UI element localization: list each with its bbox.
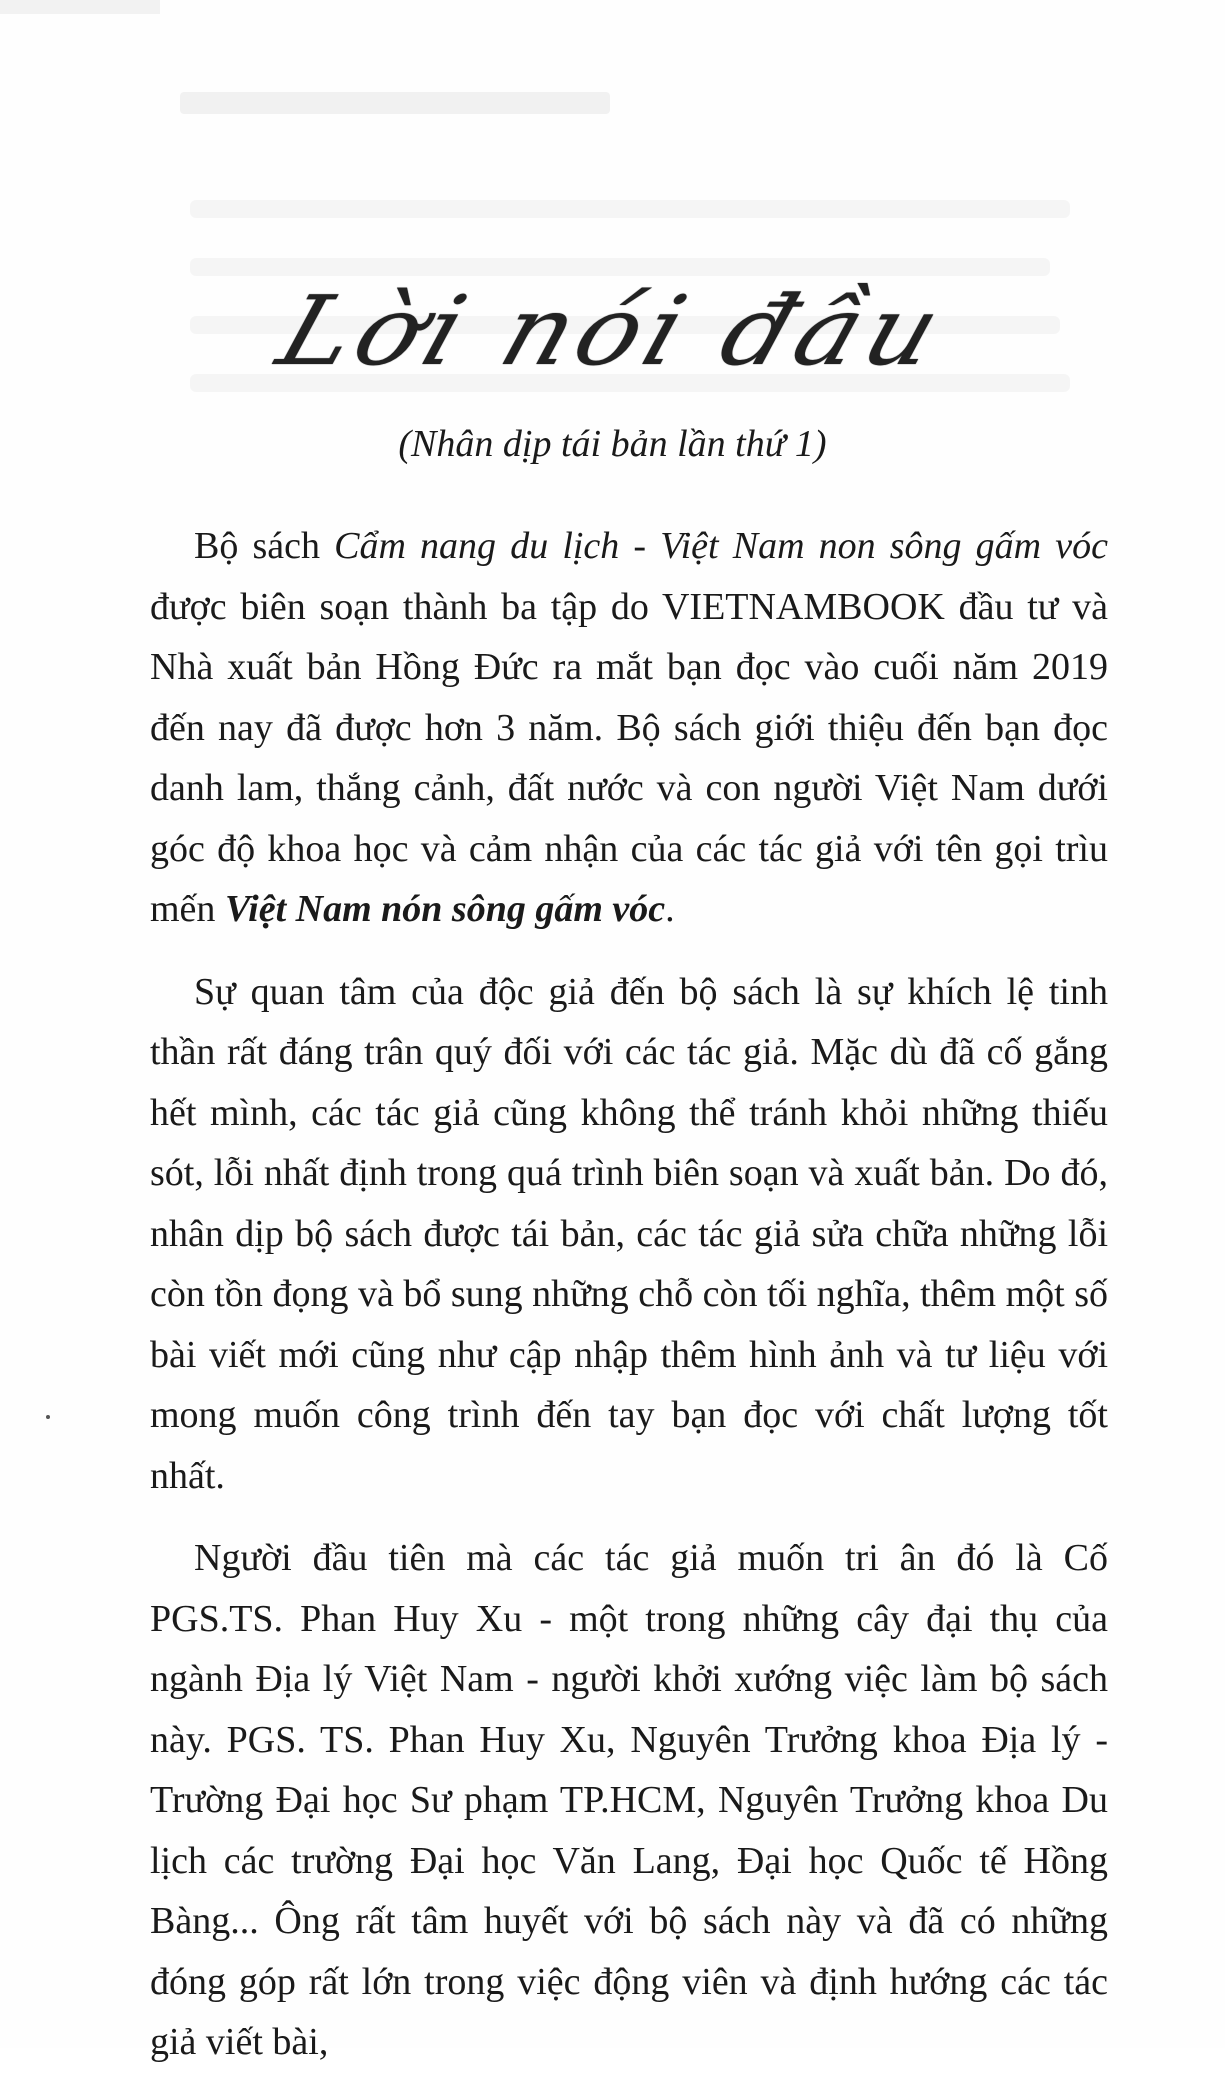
paragraph-1-text-c: được biên soạn thành ba tập do VIETNAMBOOK đầu tư và Nhà xuất bản Hồng Đức ra mắt bạn đọc vào cuối năm 2019 đến nay đã được hơn 3 năm. Bộ sách giới thiệu đến bạn đọc danh lam, thắng cảnh, đất nước và con người Việt Nam dưới góc độ khoa học và cảm nhận của các tác giả với tên gọi trìu mến bbox=[150, 585, 1108, 930]
book-series-title: Cẩm nang du lịch - Việt Nam non sông gấm vóc bbox=[334, 525, 1108, 567]
paragraph-1-text-e: . bbox=[665, 888, 675, 930]
show-through-header bbox=[180, 92, 610, 114]
scan-speck bbox=[46, 1415, 50, 1419]
preface-subtitle: (Nhân dịp tái bản lần thứ 1) bbox=[398, 423, 827, 465]
affectionate-name: Việt Nam nón sông gấm vóc bbox=[224, 888, 666, 930]
paragraph-2: Sự quan tâm của độc giả đến bộ sách là sự khích lệ tinh thần rất đáng trân quý đối với các tác giả. Mặc dù đã cố gắng hết mình, các tác giả cũng không thể tránh khỏi những thiếu sót, lỗi nhất định trong quá trình biên soạn và xuất bản. Do đó, nhân dịp bộ sách được tái bản, các tác giả sửa chữa những lỗi còn tồn đọng và bổ sung những chỗ còn tối nghĩa, thêm một số bài viết mới cũng như cập nhập thêm hình ảnh và tư liệu với mong muốn công trình đến tay bạn đọc với chất lượng tốt nhất. bbox=[150, 970, 1108, 1497]
paragraph-1 bbox=[150, 516, 1108, 940]
preface-title-text: Lời nói đầu bbox=[265, 274, 960, 388]
preface-title bbox=[0, 270, 1225, 392]
scan-corner-mark bbox=[0, 0, 160, 14]
preface-body bbox=[150, 516, 1108, 2095]
paragraph-3: Người đầu tiên mà các tác giả muốn tri ân đó là Cố PGS.TS. Phan Huy Xu - một trong những cây đại thụ của ngành Địa lý Việt Nam - người khởi xướng việc làm bộ sách này. PGS. TS. Phan Huy Xu, Nguyên Trưởng khoa Địa lý - Trường Đại học Sư phạm TP.HCM, Nguyên Trưởng khoa Du lịch các trường Đại học Văn Lang, Đại học Quốc tế Hồng Bàng... Ông rất tâm huyết với bộ sách này và đã có những đóng góp rất lớn trong việc động viên và định hướng các tác giả viết bài, bbox=[150, 1537, 1108, 2063]
paragraph-1-text-a: Bộ sách bbox=[194, 525, 335, 567]
show-through-line bbox=[190, 200, 1070, 218]
